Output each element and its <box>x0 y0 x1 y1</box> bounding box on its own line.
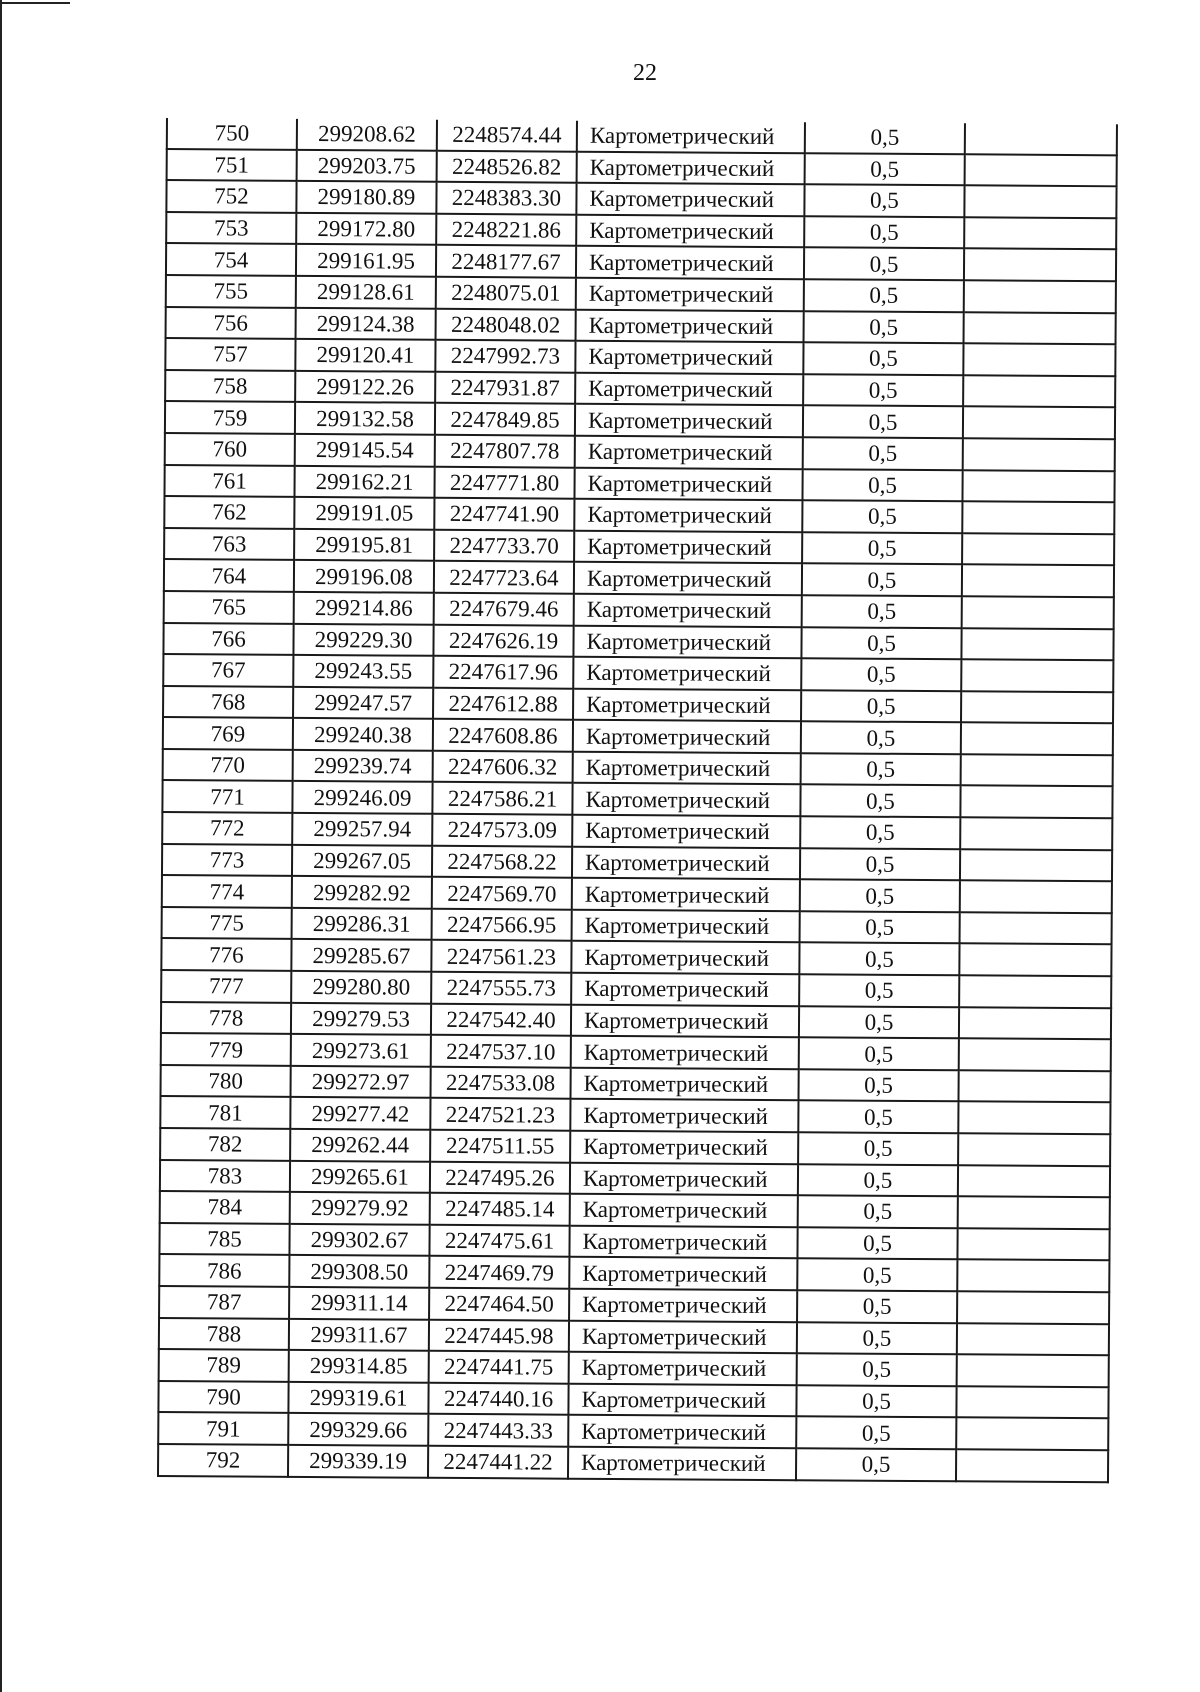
cell-accuracy: 0,5 <box>798 1195 958 1228</box>
cell-coordinate-x: 299267.05 <box>292 845 432 878</box>
cell-note <box>961 659 1113 692</box>
cell-coordinate-y: 2248048.02 <box>436 308 576 341</box>
cell-coordinate-y: 2247807.78 <box>435 435 575 468</box>
cell-coordinate-y: 2248221.86 <box>436 214 576 247</box>
cell-accuracy: 0,5 <box>803 374 963 407</box>
cell-point-number: 778 <box>161 1002 291 1034</box>
cell-coordinate-x: 299239.74 <box>293 750 433 783</box>
scan-edge-top <box>0 2 70 4</box>
cell-accuracy: 0,5 <box>800 848 960 881</box>
cell-method: Картометрический <box>574 562 802 595</box>
cell-coordinate-x: 299191.05 <box>294 497 434 530</box>
cell-method: Картометрический <box>572 846 800 879</box>
cell-coordinate-x: 299247.57 <box>293 687 433 720</box>
cell-coordinate-y: 2247573.09 <box>432 814 572 847</box>
cell-accuracy: 0,5 <box>797 1322 957 1355</box>
cell-method: Картометрический <box>573 625 801 658</box>
cell-coordinate-y: 2247771.80 <box>434 466 574 499</box>
cell-method: Картометрический <box>576 309 804 342</box>
cell-coordinate-x: 299257.94 <box>292 813 432 846</box>
cell-accuracy: 0,5 <box>804 216 964 249</box>
cell-point-number: 785 <box>159 1223 289 1255</box>
cell-note <box>958 1196 1110 1229</box>
cell-coordinate-y: 2247612.88 <box>433 687 573 720</box>
cell-coordinate-y: 2247931.87 <box>435 372 575 405</box>
cell-accuracy: 0,5 <box>804 248 964 281</box>
cell-coordinate-y: 2247561.23 <box>431 940 571 973</box>
cell-coordinate-y: 2247568.22 <box>432 845 572 878</box>
scan-edge-left <box>0 0 2 1692</box>
cell-accuracy: 0,5 <box>801 658 961 691</box>
cell-accuracy: 0,5 <box>805 122 965 154</box>
cell-note <box>962 596 1114 629</box>
cell-accuracy: 0,5 <box>797 1353 957 1386</box>
cell-coordinate-x: 299279.53 <box>291 1002 431 1035</box>
cell-point-number: 767 <box>163 654 293 686</box>
cell-coordinate-y: 2247679.46 <box>434 593 574 626</box>
cell-point-number: 776 <box>161 938 291 970</box>
cell-note <box>963 343 1115 376</box>
cell-coordinate-x: 299246.09 <box>292 781 432 814</box>
cell-accuracy: 0,5 <box>803 406 963 439</box>
cell-coordinate-y: 2247542.40 <box>431 1003 571 1036</box>
cell-accuracy: 0,5 <box>804 279 964 312</box>
cell-method: Картометрический <box>571 1036 799 1069</box>
cell-note <box>962 565 1114 598</box>
cell-coordinate-y: 2247475.61 <box>429 1225 569 1258</box>
cell-coordinate-y: 2247495.26 <box>430 1161 570 1194</box>
cell-coordinate-x: 299240.38 <box>293 718 433 751</box>
cell-coordinate-y: 2247445.98 <box>429 1319 569 1352</box>
cell-point-number: 757 <box>165 338 295 370</box>
cell-accuracy: 0,5 <box>799 1006 959 1039</box>
cell-point-number: 777 <box>161 970 291 1002</box>
cell-accuracy: 0,5 <box>799 1037 959 1070</box>
cell-coordinate-y: 2247569.70 <box>432 877 572 910</box>
cell-note <box>957 1291 1109 1324</box>
cell-note <box>960 786 1112 819</box>
cell-coordinate-y: 2247443.33 <box>428 1414 568 1447</box>
cell-coordinate-x: 299314.85 <box>289 1350 429 1383</box>
cell-coordinate-x: 299132.58 <box>295 402 435 435</box>
cell-accuracy: 0,5 <box>796 1417 956 1450</box>
cell-note <box>958 1102 1110 1135</box>
cell-point-number: 769 <box>163 717 293 749</box>
cell-coordinate-x: 299208.62 <box>297 119 437 151</box>
cell-point-number: 760 <box>165 433 295 465</box>
cell-method: Картометрический <box>570 1099 798 1132</box>
cell-coordinate-x: 299265.61 <box>290 1160 430 1193</box>
cell-coordinate-y: 2247586.21 <box>432 782 572 815</box>
cell-note <box>960 912 1112 945</box>
cell-method: Картометрический <box>572 910 800 943</box>
cell-accuracy: 0,5 <box>798 1101 958 1134</box>
cell-point-number: 752 <box>166 180 296 212</box>
cell-note <box>962 470 1114 503</box>
cell-method: Картометрический <box>569 1225 797 1258</box>
cell-accuracy: 0,5 <box>799 943 959 976</box>
cell-accuracy: 0,5 <box>804 311 964 344</box>
cell-coordinate-y: 2247723.64 <box>434 561 574 594</box>
cell-coordinate-y: 2247441.75 <box>429 1351 569 1384</box>
cell-note <box>958 1070 1110 1103</box>
cell-method: Картометрический <box>573 688 801 721</box>
cell-note <box>963 375 1115 408</box>
cell-coordinate-x: 299161.95 <box>296 244 436 277</box>
cell-point-number: 762 <box>164 496 294 528</box>
coordinates-table <box>157 118 1118 1483</box>
cell-note <box>961 723 1113 756</box>
cell-note <box>962 501 1114 534</box>
cell-point-number: 786 <box>159 1254 289 1286</box>
cell-note <box>960 881 1112 914</box>
cell-method: Картометрический <box>569 1320 797 1353</box>
cell-point-number: 787 <box>159 1286 289 1318</box>
cell-method: Картометрический <box>568 1447 796 1480</box>
cell-note <box>959 1007 1111 1040</box>
cell-method: Картометрический <box>575 341 803 374</box>
cell-accuracy: 0,5 <box>796 1448 956 1481</box>
cell-accuracy: 0,5 <box>800 879 960 912</box>
cell-point-number: 790 <box>158 1381 288 1413</box>
cell-note <box>964 217 1116 250</box>
cell-point-number: 756 <box>166 307 296 339</box>
cell-coordinate-y: 2247992.73 <box>435 340 575 373</box>
cell-coordinate-x: 299285.67 <box>291 939 431 972</box>
cell-accuracy: 0,5 <box>802 500 962 533</box>
cell-method: Картометрический <box>571 941 799 974</box>
cell-accuracy: 0,5 <box>800 911 960 944</box>
cell-method: Картометрический <box>576 278 804 311</box>
cell-accuracy: 0,5 <box>801 690 961 723</box>
cell-coordinate-x: 299196.08 <box>294 560 434 593</box>
cell-coordinate-y: 2247469.79 <box>429 1256 569 1289</box>
cell-note <box>957 1228 1109 1261</box>
cell-method: Картометрический <box>572 783 800 816</box>
cell-note <box>965 123 1117 155</box>
cell-accuracy: 0,5 <box>800 785 960 818</box>
cell-coordinate-x: 299308.50 <box>289 1255 429 1288</box>
cell-point-number: 789 <box>159 1349 289 1381</box>
cell-accuracy: 0,5 <box>802 532 962 565</box>
cell-point-number: 788 <box>159 1318 289 1350</box>
cell-method: Картометрический <box>575 436 803 469</box>
cell-point-number: 755 <box>166 275 296 307</box>
cell-method: Картометрический <box>577 121 805 153</box>
cell-method: Картометрический <box>576 183 804 216</box>
coordinates-table-wrapper <box>157 118 1118 1483</box>
cell-coordinate-y: 2247521.23 <box>430 1098 570 1131</box>
cell-coordinate-y: 2248526.82 <box>437 150 577 183</box>
cell-coordinate-y: 2248177.67 <box>436 245 576 278</box>
cell-note <box>961 754 1113 787</box>
cell-coordinate-x: 299319.61 <box>288 1382 428 1415</box>
cell-accuracy: 0,5 <box>802 564 962 597</box>
cell-note <box>960 849 1112 882</box>
cell-accuracy: 0,5 <box>805 153 965 186</box>
cell-method: Картометрический <box>573 752 801 785</box>
cell-coordinate-y: 2247606.32 <box>433 751 573 784</box>
cell-coordinate-x: 299128.61 <box>296 276 436 309</box>
cell-note <box>960 817 1112 850</box>
cell-note <box>964 185 1116 218</box>
cell-accuracy: 0,5 <box>797 1227 957 1260</box>
cell-method: Картометрический <box>572 878 800 911</box>
cell-method: Картометрический <box>570 1162 798 1195</box>
cell-coordinate-x: 299280.80 <box>291 971 431 1004</box>
cell-accuracy: 0,5 <box>803 342 963 375</box>
cell-coordinate-x: 299124.38 <box>296 307 436 340</box>
cell-note <box>961 691 1113 724</box>
cell-coordinate-y: 2247537.10 <box>431 1035 571 1068</box>
cell-method: Картометрический <box>574 594 802 627</box>
cell-accuracy: 0,5 <box>798 1164 958 1197</box>
cell-coordinate-y: 2247741.90 <box>434 498 574 531</box>
cell-method: Картометрический <box>571 973 799 1006</box>
cell-method: Картометрический <box>570 1194 798 1227</box>
cell-point-number: 773 <box>162 844 292 876</box>
cell-note <box>957 1323 1109 1356</box>
cell-coordinate-x: 299172.80 <box>296 213 436 246</box>
cell-accuracy: 0,5 <box>800 816 960 849</box>
cell-point-number: 782 <box>160 1128 290 1160</box>
cell-accuracy: 0,5 <box>797 1259 957 1292</box>
cell-point-number: 784 <box>160 1191 290 1223</box>
cell-method: Картометрический <box>573 720 801 753</box>
cell-note <box>964 280 1116 313</box>
page-number: 22 <box>633 60 657 86</box>
cell-coordinate-x: 299195.81 <box>294 529 434 562</box>
cell-coordinate-y: 2247555.73 <box>431 972 571 1005</box>
cell-point-number: 772 <box>162 812 292 844</box>
cell-note <box>962 533 1114 566</box>
cell-accuracy: 0,5 <box>798 1069 958 1102</box>
cell-accuracy: 0,5 <box>797 1290 957 1323</box>
cell-point-number: 765 <box>164 591 294 623</box>
cell-point-number: 780 <box>161 1065 291 1097</box>
cell-coordinate-y: 2247533.08 <box>431 1067 571 1100</box>
cell-coordinate-x: 299262.44 <box>290 1129 430 1162</box>
cell-note <box>957 1260 1109 1293</box>
cell-method: Картометрический <box>576 215 804 248</box>
cell-coordinate-x: 299339.19 <box>288 1445 428 1478</box>
cell-coordinate-x: 299214.86 <box>294 592 434 625</box>
cell-coordinate-y: 2248574.44 <box>437 120 577 152</box>
cell-accuracy: 0,5 <box>801 627 961 660</box>
cell-accuracy: 0,5 <box>798 1132 958 1165</box>
cell-coordinate-y: 2247617.96 <box>433 656 573 689</box>
cell-point-number: 771 <box>162 780 292 812</box>
cell-coordinate-x: 299272.97 <box>291 1066 431 1099</box>
cell-point-number: 751 <box>167 149 297 181</box>
cell-note <box>965 154 1117 187</box>
cell-note <box>959 975 1111 1008</box>
cell-coordinate-y: 2247608.86 <box>433 719 573 752</box>
cell-accuracy: 0,5 <box>801 722 961 755</box>
cell-coordinate-x: 299180.89 <box>296 181 436 214</box>
cell-method: Картометрический <box>574 499 802 532</box>
cell-point-number: 779 <box>161 1033 291 1065</box>
cell-coordinate-x: 299145.54 <box>295 434 435 467</box>
cell-accuracy: 0,5 <box>802 469 962 502</box>
cell-point-number: 768 <box>163 686 293 718</box>
cell-coordinate-x: 299286.31 <box>292 908 432 941</box>
cell-method: Картометрический <box>577 151 805 184</box>
cell-method: Картометрический <box>569 1257 797 1290</box>
cell-point-number: 761 <box>164 465 294 497</box>
cell-point-number: 759 <box>165 401 295 433</box>
cell-method: Картометрический <box>569 1352 797 1385</box>
table-row <box>158 1444 1108 1482</box>
cell-coordinate-y: 2248075.01 <box>436 277 576 310</box>
cell-coordinate-x: 299229.30 <box>293 623 433 656</box>
cell-note <box>961 628 1113 661</box>
cell-method: Картометрический <box>573 657 801 690</box>
cell-note <box>956 1418 1108 1451</box>
cell-point-number: 781 <box>160 1096 290 1128</box>
cell-point-number: 792 <box>158 1444 288 1476</box>
cell-coordinate-y: 2247733.70 <box>434 530 574 563</box>
cell-method: Картометрический <box>568 1415 796 1448</box>
cell-note <box>959 944 1111 977</box>
cell-method: Картометрический <box>574 530 802 563</box>
coordinates-table-body <box>158 118 1117 1482</box>
cell-accuracy: 0,5 <box>802 595 962 628</box>
cell-coordinate-x: 299120.41 <box>295 339 435 372</box>
cell-accuracy: 0,5 <box>799 974 959 1007</box>
cell-coordinate-x: 299329.66 <box>288 1413 428 1446</box>
cell-coordinate-y: 2247626.19 <box>433 624 573 657</box>
cell-note <box>958 1133 1110 1166</box>
cell-coordinate-x: 299122.26 <box>295 371 435 404</box>
cell-point-number: 758 <box>165 370 295 402</box>
cell-accuracy: 0,5 <box>803 437 963 470</box>
cell-coordinate-x: 299243.55 <box>293 655 433 688</box>
cell-coordinate-x: 299282.92 <box>292 876 432 909</box>
cell-point-number: 766 <box>163 622 293 654</box>
cell-point-number: 774 <box>162 875 292 907</box>
cell-coordinate-y: 2247440.16 <box>428 1383 568 1416</box>
cell-note <box>959 1038 1111 1071</box>
cell-point-number: 783 <box>160 1160 290 1192</box>
cell-note <box>964 249 1116 282</box>
cell-point-number: 764 <box>164 559 294 591</box>
cell-point-number: 791 <box>158 1412 288 1444</box>
cell-coordinate-x: 299162.21 <box>294 465 434 498</box>
cell-method: Картометрический <box>575 372 803 405</box>
cell-method: Картометрический <box>568 1383 796 1416</box>
cell-point-number: 775 <box>162 907 292 939</box>
cell-accuracy: 0,5 <box>796 1385 956 1418</box>
cell-accuracy: 0,5 <box>801 753 961 786</box>
cell-coordinate-x: 299273.61 <box>291 1034 431 1067</box>
cell-coordinate-y: 2247849.85 <box>435 403 575 436</box>
cell-coordinate-x: 299203.75 <box>297 149 437 182</box>
cell-coordinate-y: 2247441.22 <box>428 1446 568 1479</box>
cell-point-number: 763 <box>164 528 294 560</box>
cell-note <box>963 438 1115 471</box>
cell-coordinate-y: 2247464.50 <box>429 1288 569 1321</box>
cell-point-number: 750 <box>167 118 297 149</box>
cell-method: Картометрический <box>570 1131 798 1164</box>
cell-point-number: 754 <box>166 243 296 275</box>
cell-coordinate-x: 299311.67 <box>289 1318 429 1351</box>
cell-coordinate-x: 299277.42 <box>290 1097 430 1130</box>
cell-point-number: 770 <box>163 749 293 781</box>
cell-coordinate-y: 2247485.14 <box>430 1193 570 1226</box>
cell-method: Картометрический <box>571 1068 799 1101</box>
cell-accuracy: 0,5 <box>804 184 964 217</box>
cell-point-number: 753 <box>166 212 296 244</box>
cell-note <box>963 407 1115 440</box>
cell-coordinate-x: 299311.14 <box>289 1287 429 1320</box>
cell-coordinate-x: 299302.67 <box>289 1224 429 1257</box>
cell-method: Картометрический <box>576 246 804 279</box>
cell-note <box>956 1449 1108 1482</box>
cell-coordinate-x: 299279.92 <box>290 1192 430 1225</box>
cell-method: Картометрический <box>575 404 803 437</box>
cell-coordinate-y: 2248383.30 <box>436 182 576 215</box>
cell-method: Картометрический <box>574 467 802 500</box>
cell-method: Картометрический <box>571 1004 799 1037</box>
cell-note <box>956 1386 1108 1419</box>
cell-coordinate-y: 2247566.95 <box>432 909 572 942</box>
cell-note <box>957 1354 1109 1387</box>
cell-note <box>964 312 1116 345</box>
cell-coordinate-y: 2247511.55 <box>430 1130 570 1163</box>
cell-method: Картометрический <box>572 815 800 848</box>
cell-method: Картометрический <box>569 1289 797 1322</box>
cell-note <box>958 1165 1110 1198</box>
